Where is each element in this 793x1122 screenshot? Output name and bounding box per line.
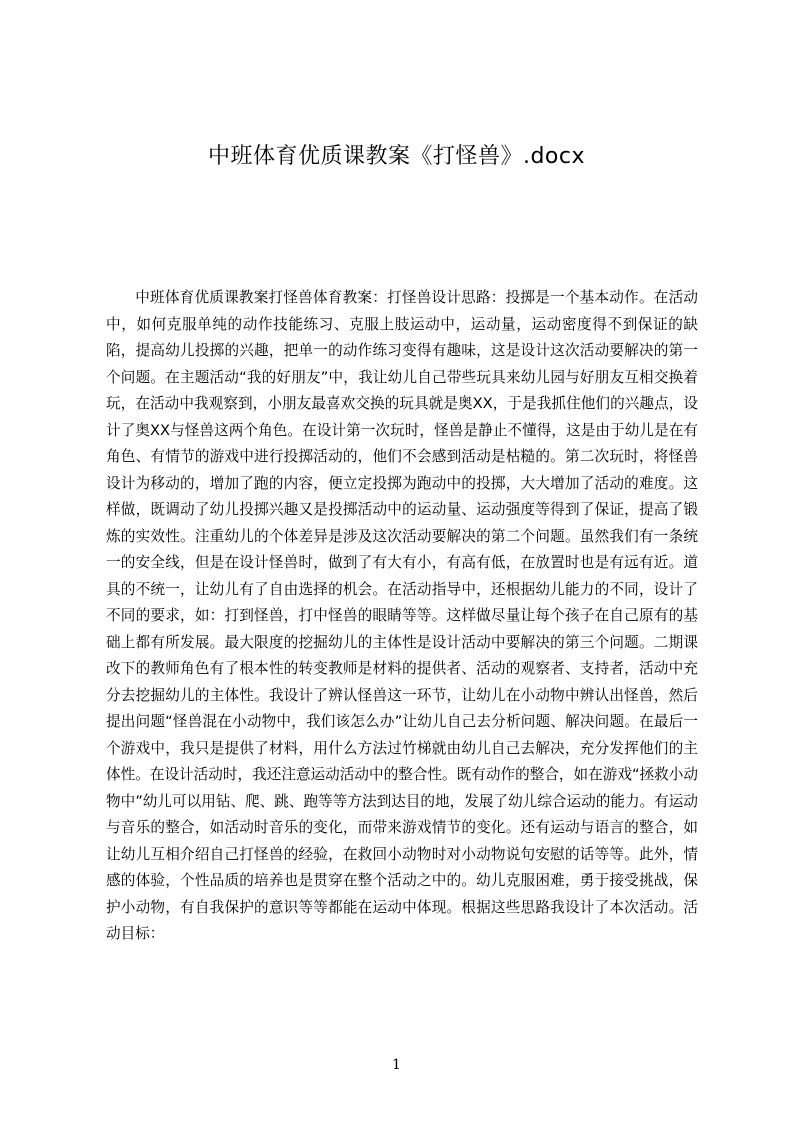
- page-number: 1: [392, 1057, 401, 1073]
- body-paragraph: 中班体育优质课教案打怪兽体育教案：打怪兽设计思路：投掷是一个基本动作。在活动中，如何克服单纯的动作技能练习、克服上肢运动中，运动量，运动密度得不到保证的缺陷，提高幼儿投掷的兴趣，把单一的动作练习变得有趣味，这是设计这次活动要解决的第一个问题。在主题活动“我的好朋友”中，我让幼儿自己带些玩具来幼儿园与好朋友互相交换着玩，在活动中我观察到，小朋友最喜欢交换的玩具就是奥XX，于是我抓住他们的兴趣点，设计了奥XX与怪兽这两个角色。在设计第一次玩时，怪兽是静止不懂得，这是由于幼儿是在有角色、有情节的游戏中进行投掷活动的，他们不会感到活动是枯糙的。第二次玩时，将怪兽设计为移动的，增加了跑的内容，便立定投掷为跑动中的投掷，大大增加了活动的难度。这样做，既调动了幼儿投掷兴趣又是投掷活动中的运动量、运动强度等得到了保证，提高了锻炼的实效性。注重幼儿的个体差异是涉及这次活动要解决的第二个问题。虽然我们有一条统一的安全线，但是在设计怪兽时，做到了有大有小，有高有低，在放置时也是有远有近。道具的不统一，让幼儿有了自由选择的机会。在活动指导中，还根据幼儿能力的不同，设计了不同的要求，如：打到怪兽，打中怪兽的眼睛等等。这样做尽量让每个孩子在自己原有的基础上都有所发展。最大限度的挖掘幼儿的主体性是设计活动中要解决的第三个问题。二期课改下的教师角色有了根本性的转变教师是材料的提供者、活动的观察者、支持者，活动中充分去挖掘幼儿的主体性。我设计了辨认怪兽这一环节，让幼儿在小动物中辨认出怪兽，然后提出问题“怪兽混在小动物中，我们该怎么办”让幼儿自己去分析问题、解决问题。在最后一个游戏中，我只是提供了材料，用什么方法过竹梯就由幼儿自己去解决，充分发挥他们的主体性。在设计活动时，我还注意运动活动中的整合性。既有动作的整合，如在游戏“拯救小动物中”幼儿可以用钻、爬、跳、跑等等方法到达目的地，发展了幼儿综合运动的能力。有运动与音乐的整合，如活动时音乐的变化，而带来游戏情节的变化。还有运动与语言的整合，如让幼儿互相介绍自己打怪兽的经验，在救回小动物时对小动物说句安慰的话等等。此外，情感的体验，个性品质的培养也是贯穿在整个活动之中的。幼儿克服困难，勇于接受挑战，保护小动物，有自我保护的意识等等都能在运动中体现。根据这些思路我设计了本次活动。活动目标：: [106, 289, 698, 942]
- document-title: 中班体育优质课教案《打怪兽》.docx: [207, 144, 586, 169]
